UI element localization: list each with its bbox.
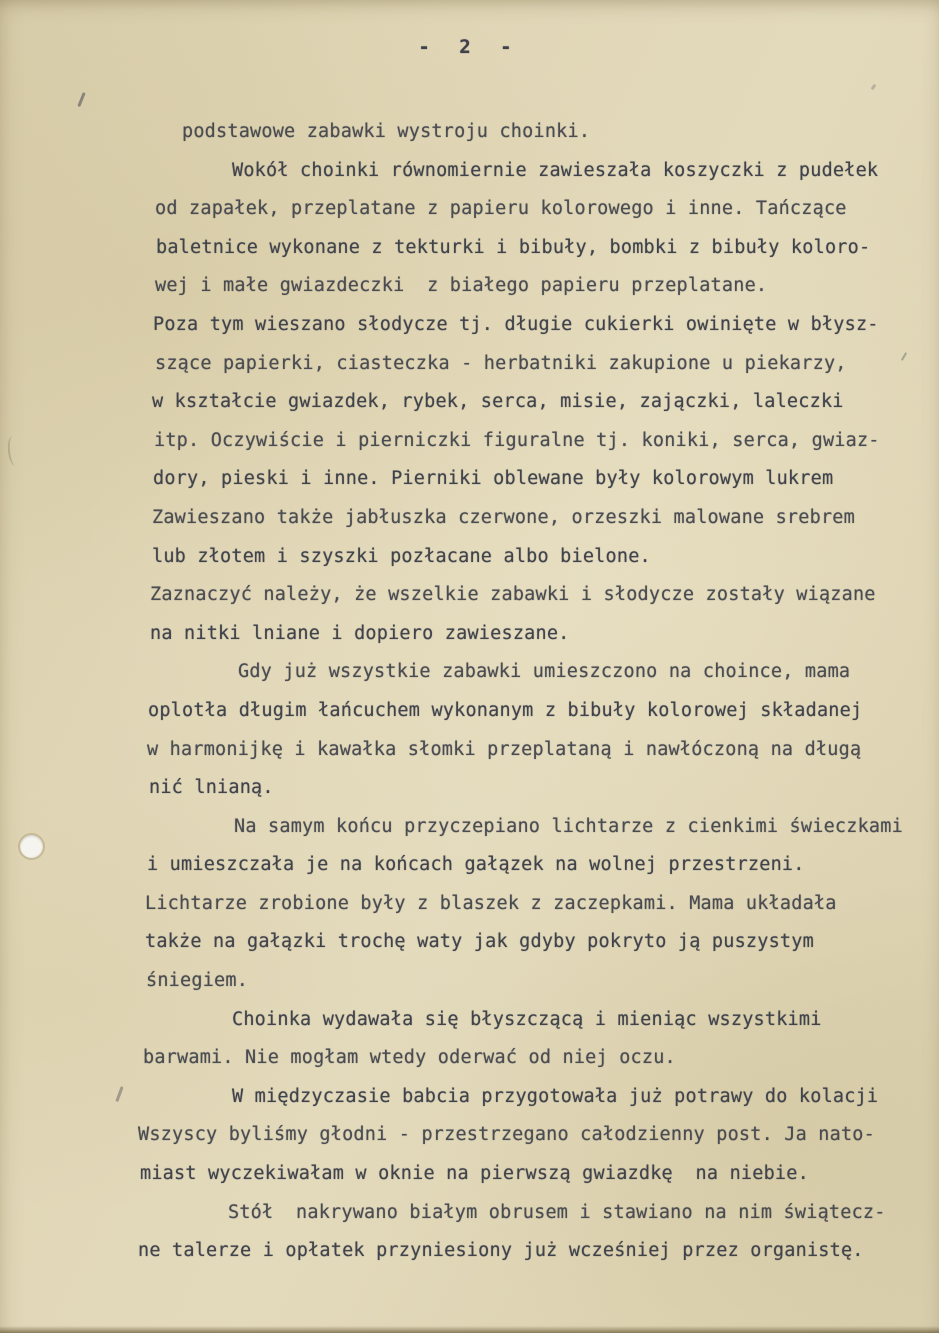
text-line: szące papierki, ciasteczka - herbatniki zakupione u piekarzy, [155, 352, 847, 374]
text-line: W międzyczasie babcia przygotowała już potrawy do kolacji [232, 1085, 879, 1107]
text-line: ne talerze i opłatek przyniesiony już wcześniej przez organistę. [138, 1240, 864, 1262]
text-line: od zapałek, przeplatane z papieru kolorowego i inne. Tańczące [155, 198, 847, 220]
text-line: Wokół choinki równomiernie zawieszała koszyczki z pudełek [232, 159, 879, 181]
text-line: Zaznaczyć należy, że wszelkie zabawki i słodycze zostały wiązane [150, 584, 876, 606]
text-line: dory, pieski i inne. Pierniki oblewane były kolorowym lukrem [153, 468, 834, 490]
ink-tick-right-margin [901, 352, 907, 361]
pen-slash-mark-top [77, 92, 85, 107]
text-line: w kształcie gwiazdek, rybek, serca, misie, zajączki, laleczki [152, 391, 844, 413]
text-line: oplotła długim łańcuchem wykonanym z bibuły kolorowej składanej [148, 699, 863, 721]
text-line: lub złotem i szyszki pozłacane albo bielone. [152, 545, 651, 567]
punch-hole [20, 835, 43, 858]
text-line: miast wyczekiwałam w oknie na pierwszą gwiazdkę na niebie. [140, 1163, 809, 1185]
text-line: nić lnianą. [149, 777, 274, 799]
text-line: Choinka wydawała się błyszczącą i mieniąc wszystkimi [232, 1008, 822, 1030]
ink-speck-top-right [871, 84, 877, 91]
text-line: baletnice wykonane z tekturki i bibuły, bombki z bibuły koloro- [156, 236, 871, 258]
text-line: Na samym końcu przyczepiano lichtarze z cienkimi świeczkami [234, 815, 903, 837]
body-text [138, 113, 903, 1271]
text-line: Gdy już wszystkie zabawki umieszczono na choince, mama [238, 661, 851, 683]
text-line: wej i małe gwiazdeczki z białego papieru przeplatane. [155, 275, 768, 297]
text-line: także na gałązki trochę waty jak gdyby pokryto ją puszystym [145, 931, 814, 953]
text-line: Wszyscy byliśmy głodni - przestrzegano całodzienny post. Ja nato- [138, 1124, 875, 1146]
text-line: barwami. Nie mogłam wtedy oderwać od niej oczu. [143, 1047, 676, 1069]
text-line: podstawowe zabawki wystroju choinki. [182, 121, 591, 142]
text-line: Poza tym wieszano słodycze tj. długie cukierki owinięte w błysz- [153, 313, 879, 335]
text-line: i umieszczała je na końcach gałązek na wolnej przestrzeni. [147, 854, 805, 876]
text-line: Stół nakrywano białym obrusem i stawiano na nim świątecz- [228, 1201, 886, 1223]
text-line: w harmonijkę i kawałka słomki przeplataną i nawłóczoną na długą [147, 738, 862, 760]
page-number: - 2 - [418, 36, 521, 58]
text-line: na nitki lniane i dopiero zawieszane. [150, 622, 570, 644]
text-line: śniegiem. [146, 970, 249, 992]
text-line: Lichtarze zrobione były z blaszek z zaczepkami. Mama układała [145, 892, 837, 914]
pen-slash-mark-lower [115, 1086, 123, 1102]
text-line: Zawieszano także jabłuszka czerwone, orzeszki malowane srebrem [152, 506, 855, 528]
text-line: itp. Oczywiście i pierniczki figuralne tj. koniki, serca, gwiaz- [154, 429, 880, 451]
faint-curve-mark-left-margin [6, 435, 21, 466]
